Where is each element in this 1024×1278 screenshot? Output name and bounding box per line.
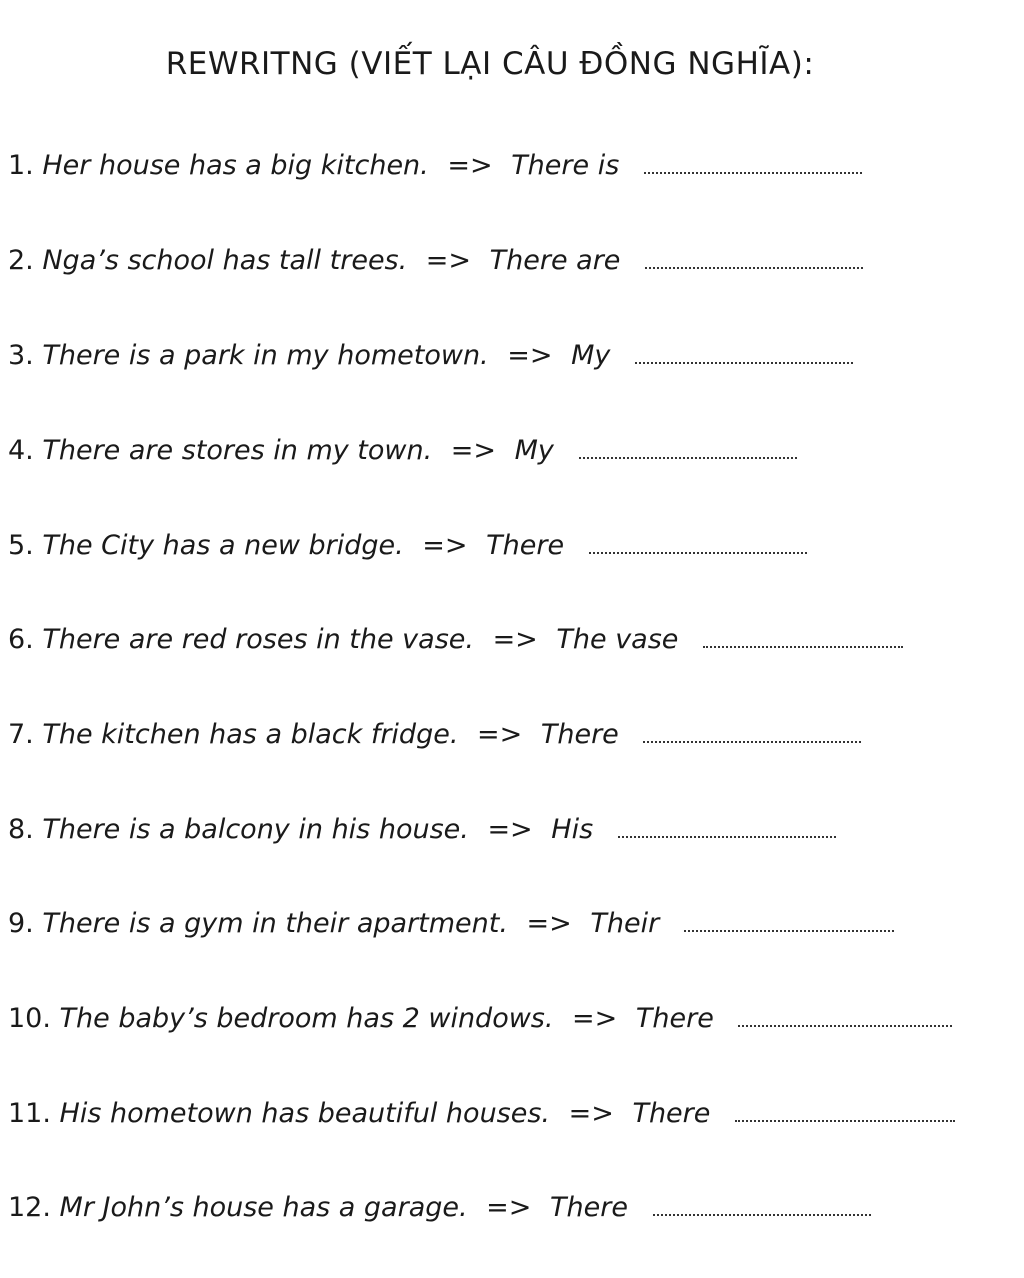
exercise-prompt: There is xyxy=(511,150,620,181)
exercise-sentence: The baby’s bedroom has 2 windows. xyxy=(59,1003,554,1034)
exercise-prompt: There xyxy=(486,530,565,561)
exercise-arrow: => xyxy=(572,1003,618,1034)
exercise-number: 10. xyxy=(8,1003,51,1034)
worksheet-title: REWRITNG (VIẾT LẠI CÂU ĐỒNG NGHĨA): xyxy=(165,46,815,82)
exercise-number: 7. xyxy=(8,719,34,750)
exercise-prompt: There xyxy=(632,1098,711,1129)
exercise-number: 5. xyxy=(8,530,34,561)
exercise-sentence: There are red roses in the vase. xyxy=(42,624,474,655)
exercise-sentence: Mr John’s house has a garage. xyxy=(59,1192,468,1223)
exercise-item-5 xyxy=(8,528,807,564)
answer-blank[interactable] xyxy=(735,1102,955,1122)
exercise-number: 3. xyxy=(8,340,34,371)
exercise-sentence: There is a balcony in his house. xyxy=(42,814,469,845)
exercise-number: 1. xyxy=(8,150,34,181)
exercise-arrow: => xyxy=(477,719,523,750)
exercise-sentence: Nga’s school has tall trees. xyxy=(42,245,408,276)
exercise-arrow: => xyxy=(450,435,497,466)
exercise-item-7 xyxy=(8,717,861,753)
exercise-sentence: Her house has a big kitchen. xyxy=(42,150,429,181)
answer-blank[interactable] xyxy=(738,1007,952,1027)
exercise-item-9 xyxy=(8,906,894,942)
exercise-item-6 xyxy=(8,622,903,658)
exercise-arrow: => xyxy=(447,150,493,181)
exercise-arrow: => xyxy=(486,1192,532,1223)
exercise-arrow: => xyxy=(526,908,572,939)
exercise-item-1 xyxy=(8,148,862,184)
answer-blank[interactable] xyxy=(579,439,797,459)
exercise-prompt: Their xyxy=(590,908,660,939)
exercise-arrow: => xyxy=(507,340,553,371)
exercise-prompt: There are xyxy=(489,245,621,276)
exercise-arrow: => xyxy=(492,624,538,655)
answer-blank[interactable] xyxy=(645,249,863,269)
exercise-number: 6. xyxy=(8,624,34,655)
exercise-number: 8. xyxy=(8,814,34,845)
answer-blank[interactable] xyxy=(618,818,836,838)
exercise-prompt: His xyxy=(551,814,594,845)
exercise-arrow: => xyxy=(425,245,472,276)
exercise-prompt: The vase xyxy=(556,624,679,655)
exercise-item-4 xyxy=(8,433,797,469)
exercise-number: 12. xyxy=(8,1192,51,1223)
exercise-sentence: There is a gym in their apartment. xyxy=(42,908,508,939)
exercise-prompt: There xyxy=(540,719,619,750)
answer-blank[interactable] xyxy=(643,723,861,743)
exercise-sentence: There are stores in my town. xyxy=(42,435,433,466)
exercise-item-11 xyxy=(8,1096,955,1132)
exercise-arrow: => xyxy=(487,814,533,845)
exercise-sentence: There is a park in my hometown. xyxy=(42,340,489,371)
exercise-prompt: My xyxy=(514,435,554,466)
exercise-prompt: There xyxy=(635,1003,714,1034)
exercise-sentence: The kitchen has a black fridge. xyxy=(42,719,459,750)
exercise-item-10 xyxy=(8,1001,952,1037)
exercise-sentence: His hometown has beautiful houses. xyxy=(59,1098,551,1129)
exercise-number: 2. xyxy=(8,245,34,276)
answer-blank[interactable] xyxy=(653,1196,871,1216)
exercise-arrow: => xyxy=(422,530,468,561)
exercise-item-12 xyxy=(8,1190,871,1226)
exercise-item-3 xyxy=(8,338,853,374)
answer-blank[interactable] xyxy=(635,344,853,364)
exercise-number: 9. xyxy=(8,908,34,939)
exercise-sentence: The City has a new bridge. xyxy=(42,530,404,561)
exercise-number: 11. xyxy=(8,1098,51,1129)
exercise-prompt: There xyxy=(550,1192,628,1223)
exercise-item-2 xyxy=(8,243,863,279)
answer-blank[interactable] xyxy=(589,534,807,554)
answer-blank[interactable] xyxy=(684,912,894,932)
exercise-number: 4. xyxy=(8,435,34,466)
exercise-prompt: My xyxy=(571,340,611,371)
answer-blank[interactable] xyxy=(644,154,862,174)
answer-blank[interactable] xyxy=(703,628,903,648)
exercise-arrow: => xyxy=(568,1098,614,1129)
exercise-item-8 xyxy=(8,812,836,848)
